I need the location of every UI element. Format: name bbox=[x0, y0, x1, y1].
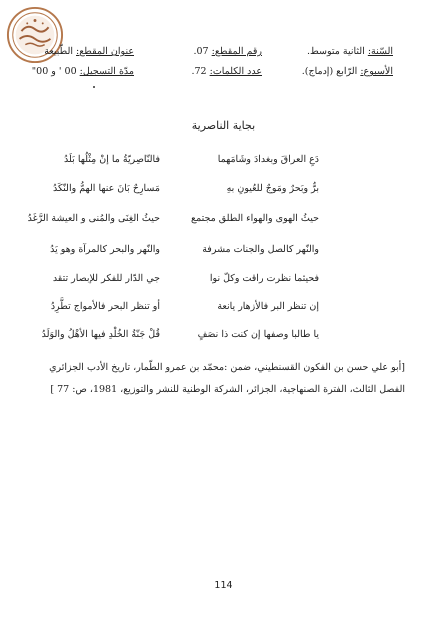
verse-4-first: والنّهر كالصل والجنات مشرفة bbox=[202, 244, 319, 255]
verse-7-first: يا طالبا وصفها إن كنت ذا نصَفٍ bbox=[197, 329, 319, 340]
verse-3-second: حيثُ الغِنَى والمُنى و العيشة الرَّغَدُ bbox=[27, 213, 160, 224]
verse-5-first: فحيثما نظرت راقت وكلّ نوا bbox=[209, 273, 319, 284]
week-value: الرّابع (إدماج). bbox=[301, 66, 358, 77]
citation-line-2: الفصل الثالث، الفترة الصنهاجية، الجزائر، الشركة الوطنية للنشر والتوزيع، 1981، ص: 77 ] bbox=[50, 384, 405, 395]
level-value: الثانية متوسط. bbox=[307, 46, 365, 57]
section-number-label: رقم المقطع: bbox=[211, 46, 262, 57]
duration-label: مدّة التسجيل: bbox=[79, 66, 134, 77]
poem-title: بجاية الناصرية bbox=[191, 119, 256, 132]
page-number: 114 bbox=[214, 580, 233, 591]
week-field bbox=[302, 66, 393, 77]
word-count-label: عدد الكلمات: bbox=[209, 66, 262, 77]
verse-1-first: دَعِ العراقَ وبغدادَ وشَامَهما bbox=[217, 154, 319, 165]
verse-3-first: حيثُ الهوى والهواء الطلق مجتمع bbox=[191, 213, 319, 224]
week-label: الأسبوع: bbox=[360, 66, 393, 77]
verse-2-first: برٌّ وبَحرٌ ومَوجٌ للعُيونِ بهِ bbox=[226, 183, 319, 194]
section-number-field bbox=[193, 46, 262, 57]
verse-7-second: قُلْ جَنّةُ الخُلْدِ فيها الأهْلُ والوَلَدُ bbox=[41, 329, 160, 340]
citation-line-1: [أبو علي حسن بن الفكون القسنطيني، ضمن :محمّد بن عمرو الطّمار، تاريخ الأدب الجزائري bbox=[49, 362, 405, 373]
word-count-field bbox=[191, 66, 262, 77]
duration-field bbox=[32, 66, 134, 77]
verse-6-first: إن تنظر البر فالأزهار يانعة bbox=[217, 301, 319, 312]
duration-value: 00 ' و 00" bbox=[31, 66, 77, 77]
section-title-label: عنوان المقطع: bbox=[76, 46, 134, 57]
level-field bbox=[307, 46, 393, 57]
verse-2-second: مَسارِحٌ بَانَ عنها الهمُّ والنّكَدُ bbox=[52, 183, 160, 194]
section-number-value: 07. bbox=[193, 46, 209, 57]
level-label: السّنة: bbox=[367, 46, 393, 57]
word-count-value: 72. bbox=[191, 66, 207, 77]
verse-1-second: فالنّاصِريّةُ ما إنْ مِثْلُها بَلَدُ bbox=[64, 154, 160, 165]
section-title-value: الطّبيعة bbox=[44, 46, 73, 57]
verse-6-second: أو تنظر البحر فالأمواج تطَّرِدُ bbox=[50, 301, 160, 312]
verse-4-second: والنّهر والبحر كالمرآة وهو يَدُ bbox=[50, 244, 160, 255]
stray-dot bbox=[93, 86, 95, 88]
section-title-field bbox=[44, 46, 134, 57]
verse-5-second: جي الدّار للفكر للإبصار تتقد bbox=[52, 273, 160, 284]
